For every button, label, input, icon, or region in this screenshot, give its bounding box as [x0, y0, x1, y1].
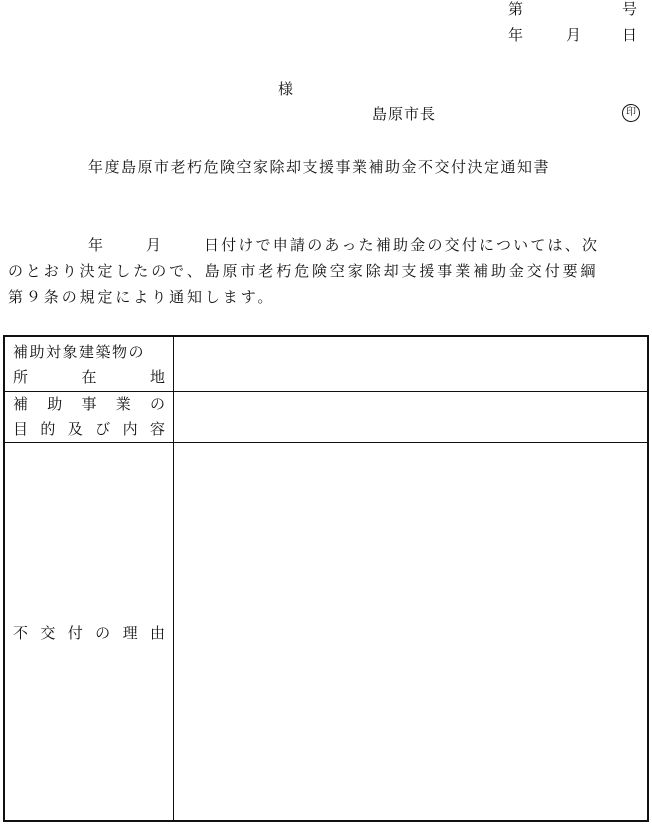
sender-title: 島原市長: [372, 105, 437, 123]
building-location-label: [13, 343, 165, 386]
number-prefix: 第: [508, 0, 524, 18]
column-divider: [173, 337, 174, 820]
row-divider-1: [5, 391, 647, 392]
body-month: 月: [146, 236, 162, 254]
project-purpose-label-line1: 補 助 事 業 の: [13, 395, 165, 413]
non-grant-reason-label-line: 不 交 付 の 理 由: [13, 624, 165, 642]
seal-mark: 印: [622, 104, 640, 122]
addressee-honorific: 様: [278, 80, 294, 98]
body-line1-rest: 日付けで申請のあった補助金の交付については、次: [204, 236, 600, 254]
body-line2: のとおり決定したので、島原市老朽危険空家除却支援事業補助金交付要綱: [8, 262, 599, 280]
body-line3: 第９条の規定により通知します。: [8, 288, 276, 306]
building-location-label-line2: 所 在 地: [13, 368, 165, 386]
project-purpose-label: [13, 395, 165, 438]
body-year: 年: [88, 236, 104, 254]
building-location-label-line1: 補助対象建築物の: [13, 343, 146, 361]
date-year: 年: [508, 26, 524, 44]
date-month: 月: [566, 26, 582, 44]
number-suffix: 号: [622, 0, 638, 18]
non-grant-reason-label: [13, 624, 165, 642]
row-divider-2: [5, 442, 647, 443]
date-day: 日: [622, 26, 638, 44]
document-title: 年度島原市老朽危険空家除却支援事業補助金不交付決定通知書: [88, 158, 551, 176]
notification-table: [3, 335, 649, 822]
project-purpose-label-line2: 目 的 及 び 内 容: [13, 420, 165, 438]
